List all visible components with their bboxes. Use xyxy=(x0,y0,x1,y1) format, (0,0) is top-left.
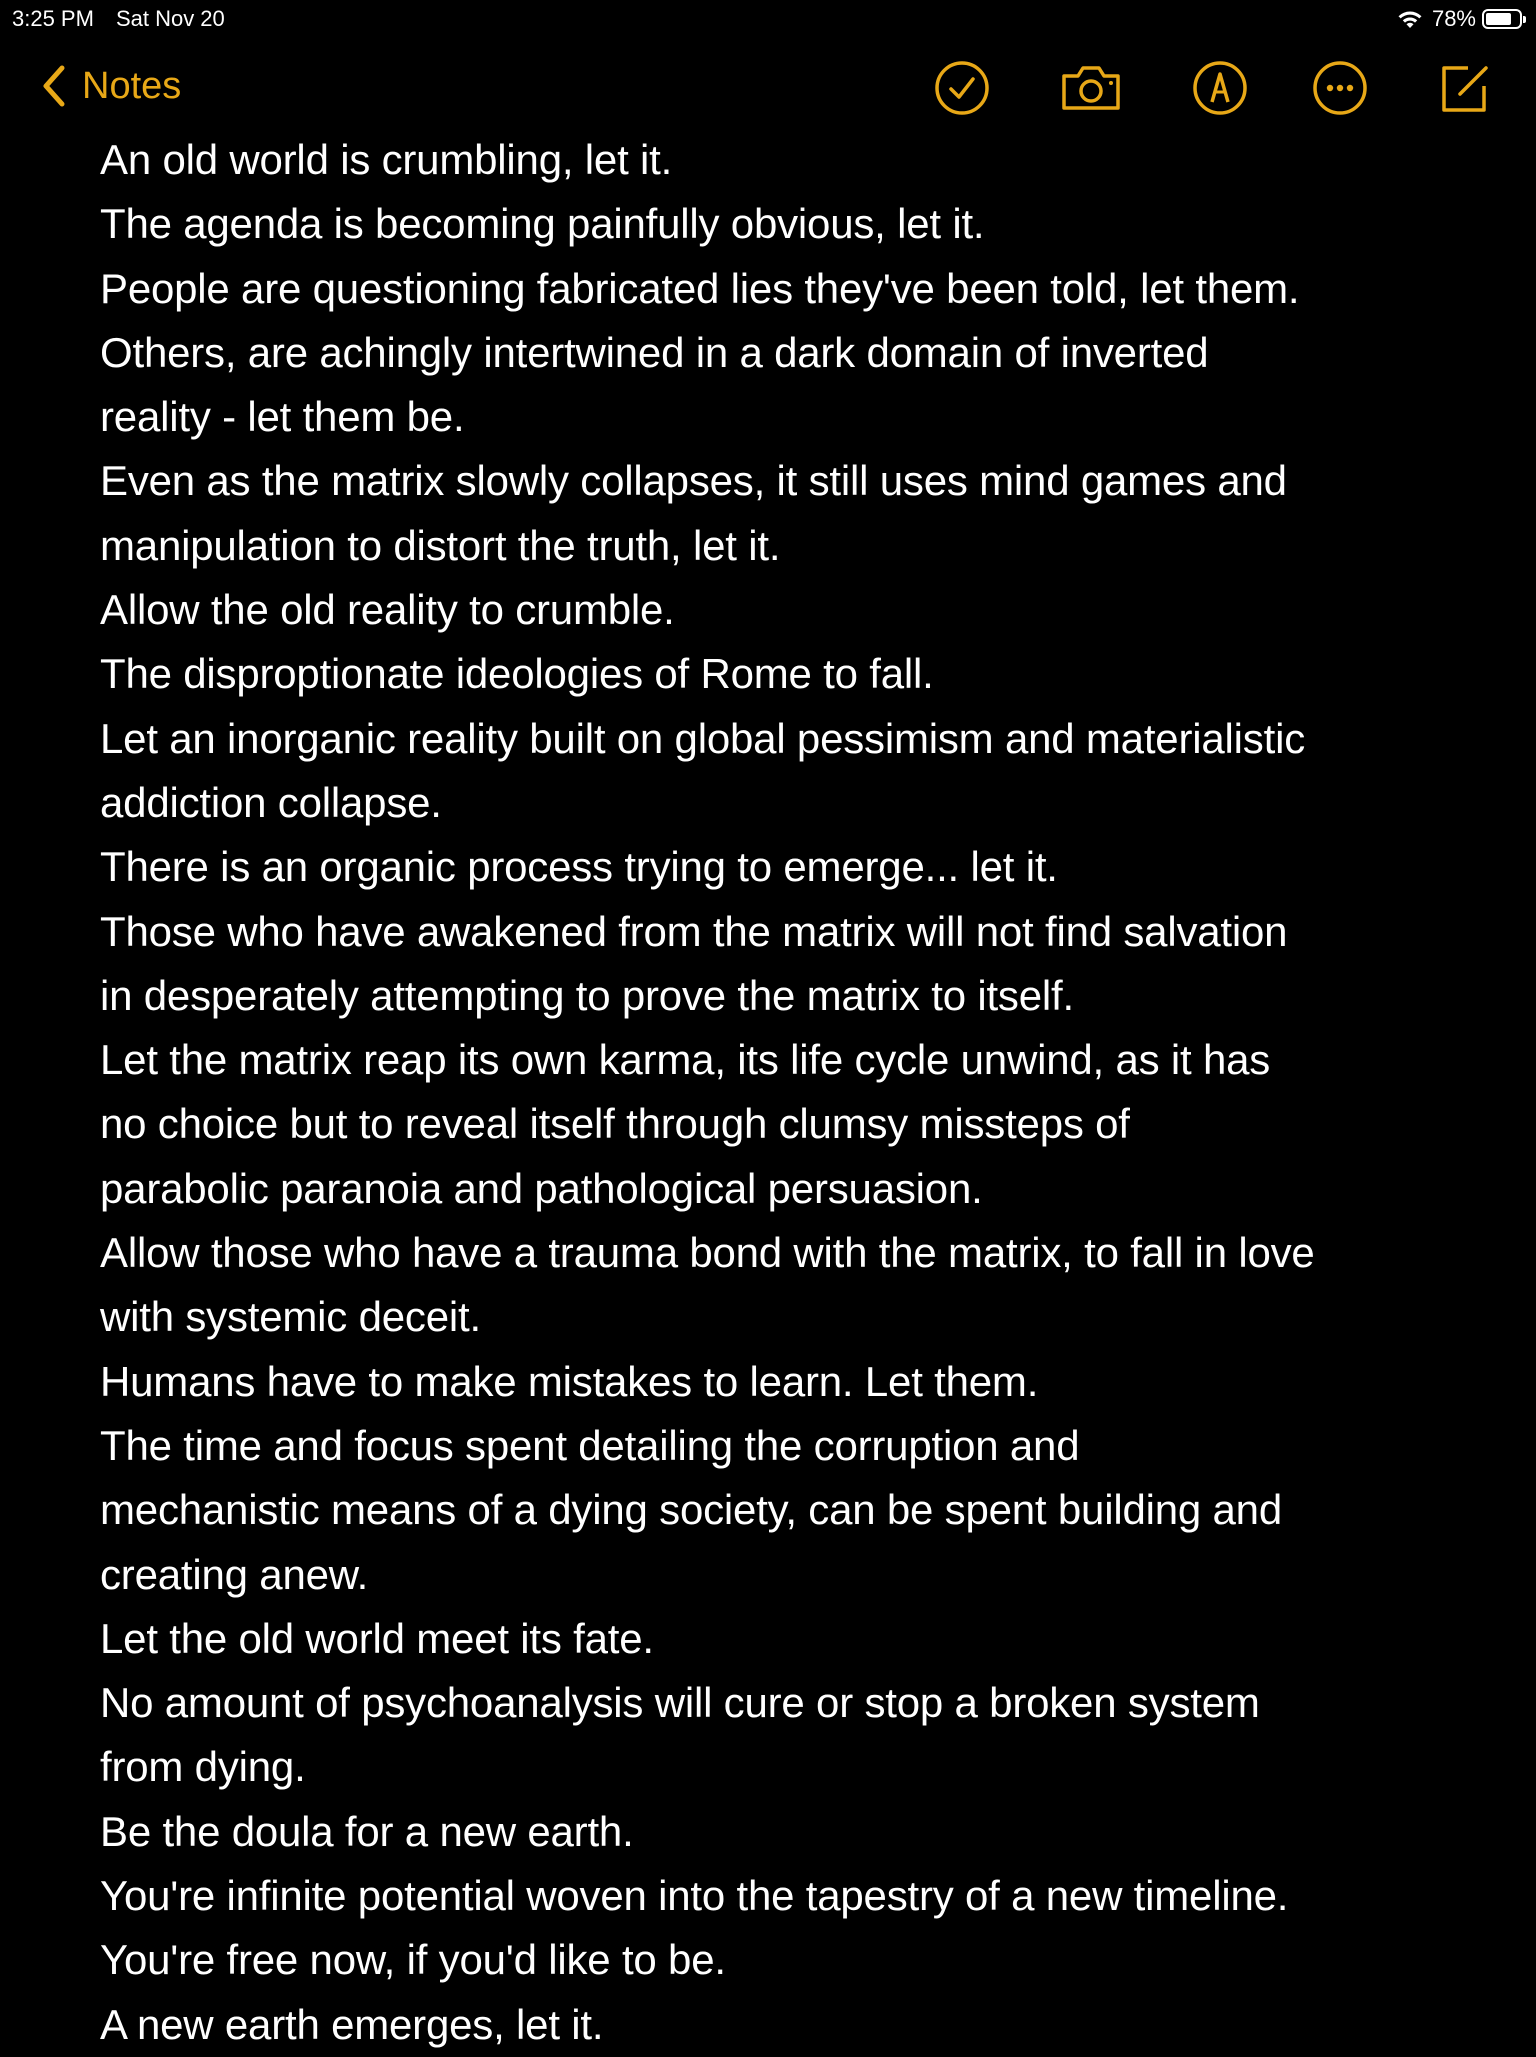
note-line: No amount of psychoanalysis will cure or stop a broken system xyxy=(100,1679,1260,1727)
battery-level xyxy=(1486,13,1511,25)
note-line: You're infinite potential woven into the tapestry of a new timeline. xyxy=(100,1872,1289,1920)
more-options-button[interactable] xyxy=(1310,58,1370,118)
back-to-notes-button[interactable] xyxy=(40,62,181,110)
note-line: in desperately attempting to prove the matrix to itself. xyxy=(100,971,1074,1019)
markup-button[interactable] xyxy=(1190,58,1250,118)
note-line: Let the matrix reap its own karma, its life cycle unwind, as it has xyxy=(100,1036,1271,1084)
note-line: Let an inorganic reality built on global pessimism and materialistic xyxy=(100,714,1305,762)
status-indicators xyxy=(1396,6,1522,32)
note-line: People are questioning fabricated lies they've been told, let them. xyxy=(100,264,1300,312)
note-line: Allow the old reality to crumble. xyxy=(100,586,675,634)
note-line: Humans have to make mistakes to learn. Let them. xyxy=(100,1357,1039,1405)
note-line: Others, are achingly intertwined in a dark domain of inverted xyxy=(100,328,1209,376)
note-line: You're free now, if you'd like to be. xyxy=(100,1936,726,1984)
note-body[interactable] xyxy=(100,128,1500,2057)
note-line: Those who have awakened from the matrix will not find salvation xyxy=(100,907,1288,955)
checklist-button[interactable] xyxy=(932,58,992,118)
note-line: A new earth emerges, let it. xyxy=(100,2000,604,2048)
more-icon xyxy=(1310,58,1370,118)
note-line: The time and focus spent detailing the corruption and xyxy=(100,1421,1080,1469)
note-line: no choice but to reveal itself through clumsy missteps of xyxy=(100,1100,1130,1148)
note-line: Even as the matrix slowly collapses, it still uses mind games and xyxy=(100,457,1287,505)
note-line: manipulation to distort the truth, let it. xyxy=(100,521,781,569)
note-line: An old world is crumbling, let it. xyxy=(100,136,673,183)
note-line: addiction collapse. xyxy=(100,778,442,826)
note-line: Be the doula for a new earth. xyxy=(100,1807,634,1855)
note-line: with systemic deceit. xyxy=(100,1293,481,1341)
note-line: There is an organic process trying to emerge... let it. xyxy=(100,843,1058,891)
note-toolbar xyxy=(0,52,1536,124)
status-date: Sat Nov 20 xyxy=(115,6,225,31)
note-line: reality - let them be. xyxy=(100,393,465,441)
markup-icon xyxy=(1190,58,1250,118)
note-line: Allow those who have a trauma bond with the matrix, to fall in love xyxy=(100,1229,1315,1277)
camera-button[interactable] xyxy=(1058,58,1124,118)
status-time: 3:25 PM xyxy=(12,6,94,31)
back-chevron-icon xyxy=(40,62,68,110)
battery-icon xyxy=(1482,9,1522,29)
note-line: creating anew. xyxy=(100,1550,369,1598)
note-line: The agenda is becoming painfully obvious, let it. xyxy=(100,200,985,248)
wifi-icon xyxy=(1396,8,1424,30)
compose-note-button[interactable] xyxy=(1434,58,1494,118)
note-line: The disproptionate ideologies of Rome to fall. xyxy=(100,650,934,698)
note-line: Let the old world meet its fate. xyxy=(100,1614,654,1662)
note-line: parabolic paranoia and pathological persuasion. xyxy=(100,1164,983,1212)
compose-icon xyxy=(1434,58,1494,118)
battery-percentage: 78% xyxy=(1431,6,1476,31)
status-bar xyxy=(0,0,1536,40)
note-line: from dying. xyxy=(100,1743,306,1791)
status-time-date xyxy=(12,6,247,32)
back-label: Notes xyxy=(82,64,182,107)
checklist-icon xyxy=(932,58,992,118)
camera-icon xyxy=(1058,58,1124,118)
note-line: mechanistic means of a dying society, can be spent building and xyxy=(100,1486,1283,1534)
